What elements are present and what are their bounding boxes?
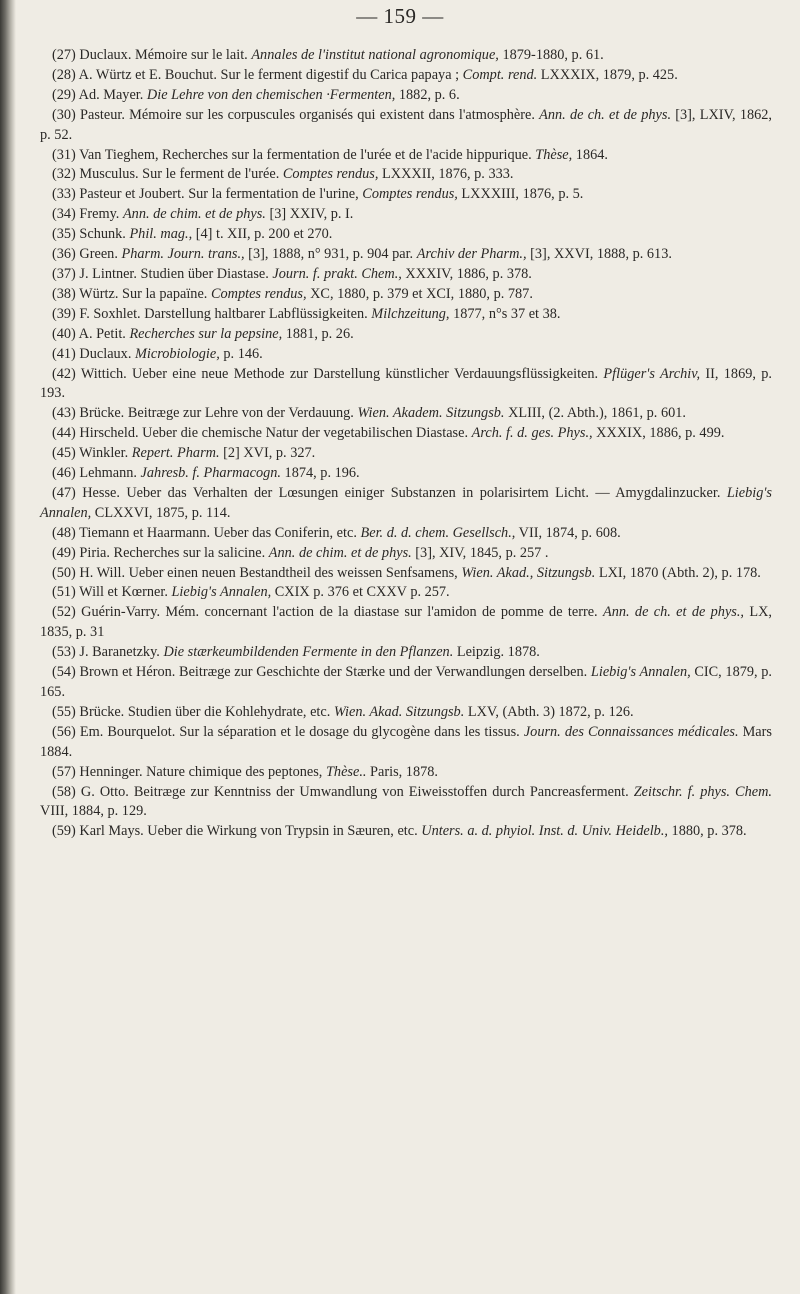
reference-text: Winkler. xyxy=(75,445,132,462)
reference-entry xyxy=(40,185,772,205)
reference-entry xyxy=(40,245,772,265)
reference-text: Pasteur. Mémoire sur les corpuscules organisés qui existent dans l'atmosphère. xyxy=(75,106,540,123)
reference-entry xyxy=(40,285,772,305)
reference-source-title: Arch. f. d. ges. Phys., xyxy=(471,425,593,442)
reference-entry xyxy=(40,146,772,166)
reference-number: (56) xyxy=(52,723,76,740)
reference-text: 1880, p. 378. xyxy=(667,823,747,840)
reference-text: Henninger. Nature chimique des peptones, xyxy=(75,763,326,780)
reference-number: (31) xyxy=(52,146,76,163)
reference-text: Paris, 1878. xyxy=(366,763,438,780)
reference-number: (48) xyxy=(52,524,76,541)
reference-text: [2] XVI, p. 327. xyxy=(219,445,316,462)
reference-number: (58) xyxy=(52,783,76,800)
reference-text: Karl Mays. Ueber die Wirkung von Trypsin in Sæuren, etc. xyxy=(75,823,422,840)
reference-text: [3] XXIV, p. I. xyxy=(265,206,354,223)
reference-number: (57) xyxy=(52,763,76,780)
reference-source-title: Ber. d. d. chem. Gesellsch., xyxy=(360,524,516,541)
reference-source-title: Journ. f. prakt. Chem., xyxy=(272,265,402,282)
reference-text: Ad. Mayer. xyxy=(75,86,147,103)
reference-number: (45) xyxy=(52,445,76,462)
reference-entry xyxy=(40,345,772,365)
reference-text: II, 1869, p. 193. xyxy=(40,365,772,402)
reference-number: (55) xyxy=(52,703,76,720)
reference-number: (39) xyxy=(52,305,76,322)
reference-text: Hesse. Ueber das Verhalten der Lœsungen einiger Substanzen in polarisirtem Licht. — Amygdalinzucker. xyxy=(75,484,727,501)
reference-text: 1882, p. 6. xyxy=(395,86,460,103)
reference-text: J. Lintner. Studien über Diastase. xyxy=(75,265,273,282)
reference-number: (32) xyxy=(52,166,76,183)
reference-text: [4] t. XII, p. 200 et 270. xyxy=(192,226,333,243)
reference-number: (51) xyxy=(52,584,76,601)
reference-entry xyxy=(40,564,772,584)
reference-number: (44) xyxy=(52,425,76,442)
reference-number: (42) xyxy=(52,365,76,382)
reference-source-title: Liebig's Annalen, xyxy=(590,664,691,681)
reference-source-title: Thèse, xyxy=(535,146,573,163)
reference-text: Em. Bourquelot. Sur la séparation et le dosage du glycogène dans les tissus. xyxy=(75,723,524,740)
reference-entry xyxy=(40,703,772,723)
reference-text: [3], 1888, n° 931, p. 904 par. xyxy=(244,246,417,263)
reference-entry xyxy=(40,783,772,823)
reference-text: LXXXII, 1876, p. 333. xyxy=(378,166,514,183)
reference-source-title: Wien. Akad. Sitzungsb. xyxy=(333,703,465,720)
reference-source-title: Die stærkeumbildenden Fermente in den Pflanzen. xyxy=(163,644,454,661)
reference-entry xyxy=(40,205,772,225)
reference-source-title: Pharm. Journ. trans., xyxy=(121,246,245,263)
reference-text: J. Baranetzky. xyxy=(75,644,164,661)
reference-text: 1877, n°s 37 et 38. xyxy=(449,305,561,322)
reference-source-title: Thèse.. xyxy=(325,763,367,780)
reference-number: (30) xyxy=(52,106,76,123)
reference-text: Brücke. Studien über die Kohlehydrate, etc. xyxy=(75,703,334,720)
reference-number: (35) xyxy=(52,226,76,243)
reference-number: (36) xyxy=(52,246,76,263)
reference-entry xyxy=(40,404,772,424)
reference-text: 1879-1880, p. 61. xyxy=(498,47,604,63)
reference-source-title: Comptes rendus, xyxy=(282,166,379,183)
reference-text: Piria. Recherches sur la salicine. xyxy=(75,544,269,561)
reference-entry xyxy=(40,583,772,603)
reference-entry xyxy=(40,86,772,106)
reference-text: XC, 1880, p. 379 et XCI, 1880, p. 787. xyxy=(306,285,533,302)
reference-number: (49) xyxy=(52,544,76,561)
reference-text: Leipzig. 1878. xyxy=(453,644,540,661)
reference-entry xyxy=(40,66,772,86)
reference-source-title: Phil. mag., xyxy=(129,226,193,243)
reference-entry xyxy=(40,444,772,464)
reference-source-title: Wien. Akadem. Sitzungsb. xyxy=(357,405,505,422)
reference-source-title: Ann. de chim. et de phys. xyxy=(268,544,412,561)
reference-number: (59) xyxy=(52,823,76,840)
reference-text: F. Soxhlet. Darstellung haltbarer Labflüssigkeiten. xyxy=(75,305,372,322)
reference-text: [3], LXIV, 1862, p. 52. xyxy=(40,106,772,143)
reference-entry xyxy=(40,305,772,325)
reference-text: LXI, 1870 (Abth. 2), p. 178. xyxy=(595,564,761,581)
reference-source-title: Journ. des Connaissances médicales. xyxy=(523,723,739,740)
reference-text: CIC, 1879, p. 165. xyxy=(40,664,772,700)
reference-number: (27) xyxy=(52,47,76,63)
reference-entry xyxy=(40,165,772,185)
reference-source-title: Annales de l'institut national agronomique, xyxy=(251,47,499,63)
reference-text: Tiemann et Haarmann. Ueber das Coniferin, etc. xyxy=(75,524,361,541)
reference-entry xyxy=(40,544,772,564)
reference-text: Duclaux. xyxy=(75,345,135,362)
reference-text: G. Otto. Beitræge zur Kenntniss der Umwandlung von Eiweisstoffen durch Pancreasferment. xyxy=(75,783,634,800)
reference-number: (41) xyxy=(52,345,76,362)
reference-source-title: Zeitschr. f. phys. Chem. xyxy=(633,783,772,800)
reference-text: Lehmann. xyxy=(75,465,141,482)
reference-source-title: Repert. Pharm. xyxy=(131,445,220,462)
reference-entry xyxy=(40,663,772,703)
reference-text: XLIII, (2. Abth.), 1861, p. 601. xyxy=(504,405,686,422)
reference-number: (43) xyxy=(52,405,76,422)
reference-source-title: Liebig's Annalen, xyxy=(40,484,772,521)
reference-entry xyxy=(40,643,772,663)
reference-source-title: Comptes rendus, xyxy=(362,186,458,203)
reference-source-title: Archiv der Pharm., xyxy=(416,246,527,263)
reference-number: (54) xyxy=(52,664,76,681)
reference-source-title: Comptes rendus, xyxy=(210,285,307,302)
reference-text: VII, 1874, p. 608. xyxy=(515,524,621,541)
reference-text: 1881, p. 26. xyxy=(282,325,354,342)
reference-text: [3], XIV, 1845, p. 257 . xyxy=(411,544,549,561)
reference-source-title: Ann. de ch. et de phys. xyxy=(539,106,672,123)
reference-text: LXXXIII, 1876, p. 5. xyxy=(457,186,584,203)
reference-entry xyxy=(40,763,772,783)
reference-text: p. 146. xyxy=(219,345,263,362)
reference-source-title: Liebig's Annalen, xyxy=(171,584,272,601)
reference-text: Will et Kœrner. xyxy=(75,584,172,601)
reference-entry xyxy=(40,424,772,444)
reference-text: Van Tieghem, Recherches sur la fermentation de l'urée et de l'acide hippurique. xyxy=(75,146,536,163)
reference-source-title: Ann. de chim. et de phys. xyxy=(122,206,266,223)
reference-source-title: Microbiologie, xyxy=(134,345,220,362)
page-binding-shadow xyxy=(0,0,16,1294)
reference-text: A. Würtz et E. Bouchut. Sur le ferment digestif du Carica papaya ; xyxy=(75,66,463,83)
reference-text: Schunk. xyxy=(75,226,130,243)
reference-number: (46) xyxy=(52,465,76,482)
reference-source-title: Compt. rend. xyxy=(462,66,538,83)
reference-text: 1864. xyxy=(572,146,608,163)
reference-number: (29) xyxy=(52,86,76,103)
reference-entry xyxy=(40,484,772,524)
reference-text: LX, 1835, p. 31 xyxy=(40,604,772,641)
reference-number: (47) xyxy=(52,484,76,501)
reference-number: (28) xyxy=(52,66,76,83)
reference-text: Fremy. xyxy=(75,206,123,223)
reference-source-title: Wien. Akad., Sitzungsb. xyxy=(461,564,596,581)
reference-entry xyxy=(40,603,772,643)
reference-text: VIII, 1884, p. 129. xyxy=(40,803,147,820)
reference-number: (34) xyxy=(52,206,76,223)
reference-text: [3], XXVI, 1888, p. 613. xyxy=(526,246,672,263)
reference-number: (40) xyxy=(52,325,76,342)
reference-entry xyxy=(40,225,772,245)
reference-source-title: Die Lehre von den chemischen ·Fermenten, xyxy=(146,86,396,103)
reference-number: (50) xyxy=(52,564,76,581)
reference-number: (53) xyxy=(52,644,76,661)
reference-text: Green. xyxy=(75,246,122,263)
reference-entry xyxy=(40,822,772,842)
reference-text: Musculus. Sur le ferment de l'urée. xyxy=(75,166,283,183)
reference-source-title: Pflüger's Archiv, xyxy=(603,365,701,382)
reference-text: CLXXVI, 1875, p. 114. xyxy=(91,504,231,521)
reference-entry xyxy=(40,46,772,66)
reference-text: LXV, (Abth. 3) 1872, p. 126. xyxy=(464,703,634,720)
reference-text: H. Will. Ueber einen neuen Bestandtheil des weissen Senfsamens, xyxy=(75,564,462,581)
reference-source-title: Milchzeitung, xyxy=(371,305,450,322)
reference-text: Hirscheld. Ueber die chemische Natur der vegetabilischen Diastase. xyxy=(75,425,472,442)
reference-source-title: Ann. de ch. et de phys., xyxy=(602,604,745,621)
reference-text: 1874, p. 196. xyxy=(280,465,360,482)
page-number: — 159 — xyxy=(356,4,444,28)
reference-entry xyxy=(40,106,772,146)
reference-entry xyxy=(40,325,772,345)
reference-list xyxy=(40,46,772,842)
reference-text: A. Petit. xyxy=(75,325,130,342)
reference-number: (38) xyxy=(52,285,76,302)
reference-text: CXIX p. 376 et CXXV p. 257. xyxy=(271,584,450,601)
reference-text: Brown et Héron. Beitræge zur Geschichte der Stærke und der Verwandlungen derselben. xyxy=(75,664,591,681)
reference-entry xyxy=(40,723,772,763)
reference-text: XXXIX, 1886, p. 499. xyxy=(592,425,725,442)
reference-source-title: Recherches sur la pepsine, xyxy=(129,325,283,342)
reference-entry xyxy=(40,265,772,285)
reference-number: (37) xyxy=(52,265,76,282)
reference-text: XXXIV, 1886, p. 378. xyxy=(401,265,532,282)
reference-source-title: Jahresb. f. Pharmacogn. xyxy=(140,465,281,482)
reference-text: Brücke. Beitræge zur Lehre von der Verdauung. xyxy=(75,405,358,422)
reference-text: Wittich. Ueber eine neue Methode zur Darstellung künstlicher Verdauungsflüssigkeiten. xyxy=(75,365,604,382)
reference-text: Pasteur et Joubert. Sur la fermentation de l'urine, xyxy=(75,186,363,203)
reference-text: Würtz. Sur la papaïne. xyxy=(75,285,211,302)
reference-entry xyxy=(40,365,772,405)
reference-number: (33) xyxy=(52,186,76,203)
reference-text: LXXXIX, 1879, p. 425. xyxy=(537,66,678,83)
reference-entry xyxy=(40,464,772,484)
reference-entry xyxy=(40,524,772,544)
reference-number: (52) xyxy=(52,604,76,621)
reference-text: Duclaux. Mémoire sur le lait. xyxy=(75,47,252,63)
reference-text: Mars 1884. xyxy=(40,723,772,760)
reference-source-title: Unters. a. d. phyiol. Inst. d. Univ. Heidelb., xyxy=(421,823,668,840)
reference-text: Guérin-Varry. Mém. concernant l'action de la diastase sur l'amidon de pomme de terre. xyxy=(75,604,603,621)
